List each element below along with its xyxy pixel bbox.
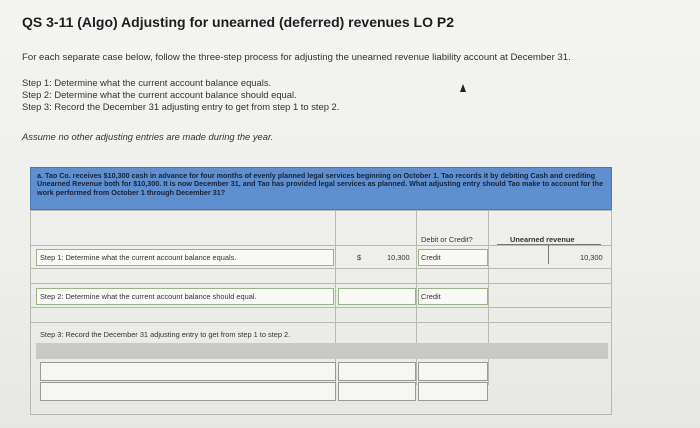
header-debit-or-credit: Debit or Credit? bbox=[421, 235, 473, 244]
journal-entry-debit-2[interactable] bbox=[338, 382, 416, 401]
journal-entry-credit-1[interactable] bbox=[418, 362, 488, 381]
step1-debit-credit-value: Credit bbox=[421, 253, 441, 262]
journal-entry-account-2[interactable] bbox=[40, 382, 336, 401]
table-row-line bbox=[30, 245, 612, 246]
step1-label: Step 1: Determine what the current account balance equals. bbox=[40, 253, 237, 262]
header-unearned-revenue: Unearned revenue bbox=[510, 235, 575, 244]
instructions-note: Assume no other adjusting entries are made during the year. bbox=[22, 131, 274, 142]
t-account-underline bbox=[497, 244, 601, 245]
step3-label: Step 3: Record the December 31 adjusting entry to get from step 1 to step 2. bbox=[40, 330, 291, 339]
table-border-right bbox=[611, 210, 612, 415]
table-row-line bbox=[30, 283, 612, 284]
instruction-step-2: Step 2: Determine what the current account balance should equal. bbox=[22, 89, 297, 100]
step2-debit-credit-value: Credit bbox=[421, 292, 441, 301]
journal-entry-account-1[interactable] bbox=[40, 362, 336, 381]
instructions-intro: For each separate case below, follow the three-step process for adjusting the unearned revenue liability account at December 31. bbox=[22, 52, 571, 63]
step1-amount: 10,300 bbox=[387, 253, 410, 262]
step2-amount-input[interactable] bbox=[338, 288, 416, 305]
table-row-line bbox=[30, 307, 612, 308]
table-border-left bbox=[30, 210, 31, 415]
table-border-top bbox=[30, 210, 612, 211]
table-border-bottom bbox=[30, 414, 612, 415]
journal-entry-credit-2[interactable] bbox=[418, 382, 488, 401]
instructions-steps bbox=[22, 77, 339, 113]
case-a-description: a. Tao Co. receives $10,300 cash in advance for four months of evenly planned legal services beginning on October 1. Tao records it by debiting Cash and crediting Unearned Revenue both for $10,300. It is now December 31, and Tao has provided legal services as planned. What adjusting entry should Tao make to account for the work performed from October 1 through December 31? bbox=[30, 167, 612, 210]
t-account-divider bbox=[548, 244, 549, 264]
table-row-line bbox=[30, 322, 612, 323]
step1-currency-symbol: $ bbox=[357, 253, 362, 262]
journal-entry-debit-1[interactable] bbox=[338, 362, 416, 381]
table-row-line bbox=[30, 268, 612, 269]
mouse-cursor-icon bbox=[460, 84, 466, 92]
page-title: QS 3-11 (Algo) Adjusting for unearned (deferred) revenues LO P2 bbox=[22, 14, 455, 30]
instruction-step-3: Step 3: Record the December 31 adjusting entry to get from step 1 to step 2. bbox=[22, 101, 340, 112]
journal-header-row bbox=[36, 343, 608, 359]
step1-unearned-balance: 10,300 bbox=[580, 253, 603, 262]
instruction-step-1: Step 1: Determine what the current account balance equals. bbox=[22, 77, 272, 88]
step2-label: Step 2: Determine what the current account balance should equal. bbox=[40, 292, 257, 301]
